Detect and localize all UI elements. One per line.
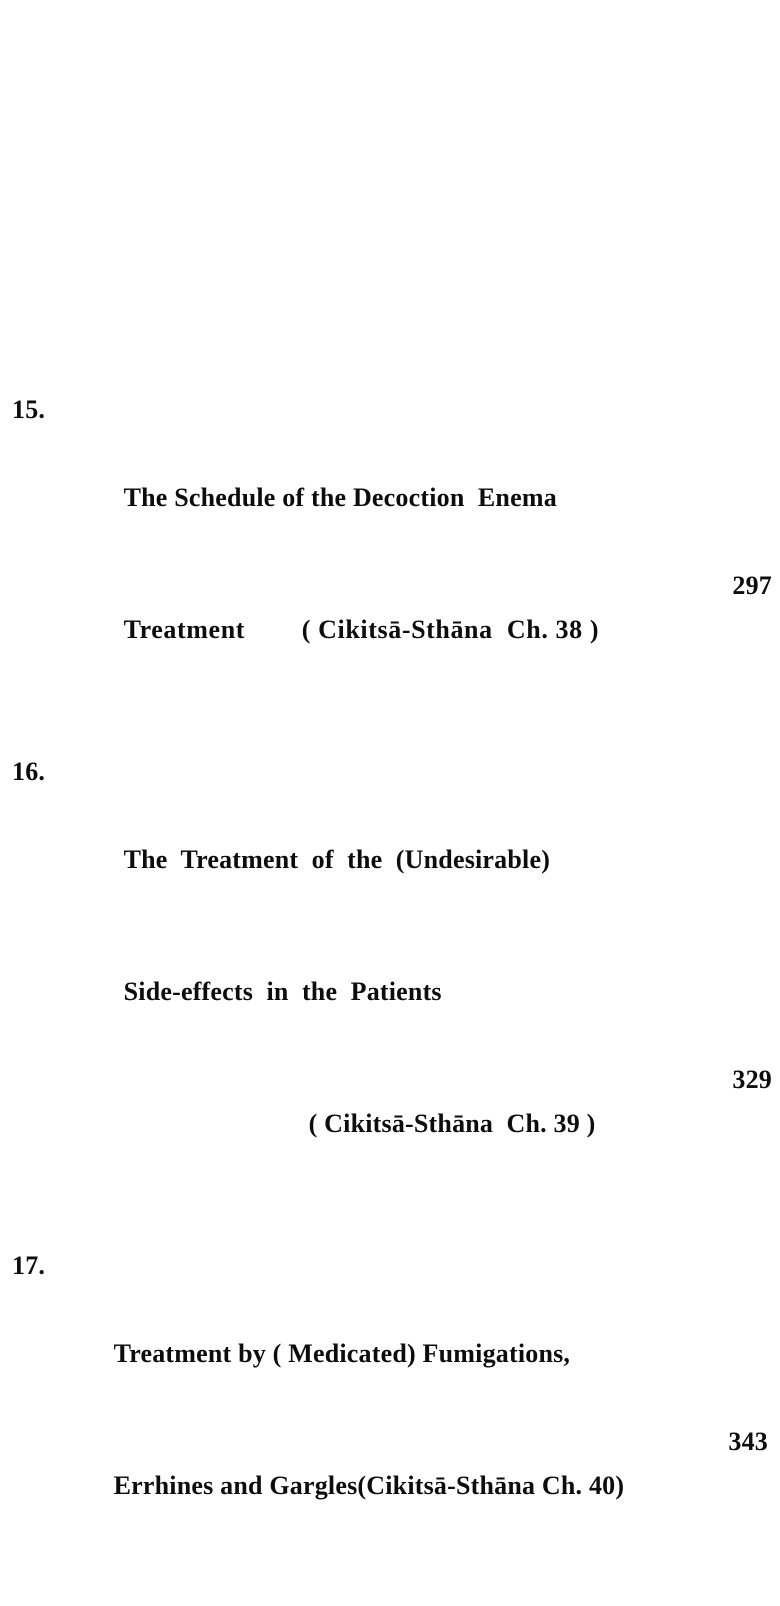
toc-entry-line	[0, 1058, 780, 1234]
toc-entry-line	[0, 1244, 780, 1420]
toc-entry-title-cont: Side-effects in the Patients	[123, 977, 442, 1006]
toc-entry-title-cont: Errhines and Gargles(Cikitsā-Sthāna Ch. 40)	[113, 1471, 625, 1500]
toc-entry-number: 16.	[12, 757, 46, 786]
toc-entry[interactable]	[0, 1244, 780, 1596]
toc-entry-line	[0, 564, 780, 740]
toc-entry-number: 17.	[12, 1251, 46, 1280]
toc-entry-line	[0, 1420, 780, 1596]
toc-page-number: 329	[732, 1065, 772, 1094]
toc-entry[interactable]	[0, 750, 780, 1234]
toc-entry-line	[0, 926, 780, 1058]
toc-entry-line	[0, 388, 780, 564]
toc-entry-number: 15.	[12, 395, 46, 424]
toc-entry-reference: ( Cikitsā-Sthāna Ch. 39 )	[308, 1109, 596, 1138]
toc-entry[interactable]	[0, 388, 780, 740]
toc-entry-line	[0, 750, 780, 926]
toc-entry-title: The Schedule of the Decoction Enema	[123, 483, 557, 512]
table-of-contents	[0, 388, 780, 1606]
toc-entry-title: The Treatment of the (Undesirable)	[123, 845, 551, 874]
toc-page-number: 343	[728, 1427, 768, 1456]
toc-entry-title: Treatment by ( Medicated) Fumigations,	[113, 1339, 571, 1368]
toc-page-number: 297	[732, 571, 772, 600]
toc-entry-title-cont: Treatment ( Cikitsā-Sthāna Ch. 38 )	[123, 615, 600, 644]
